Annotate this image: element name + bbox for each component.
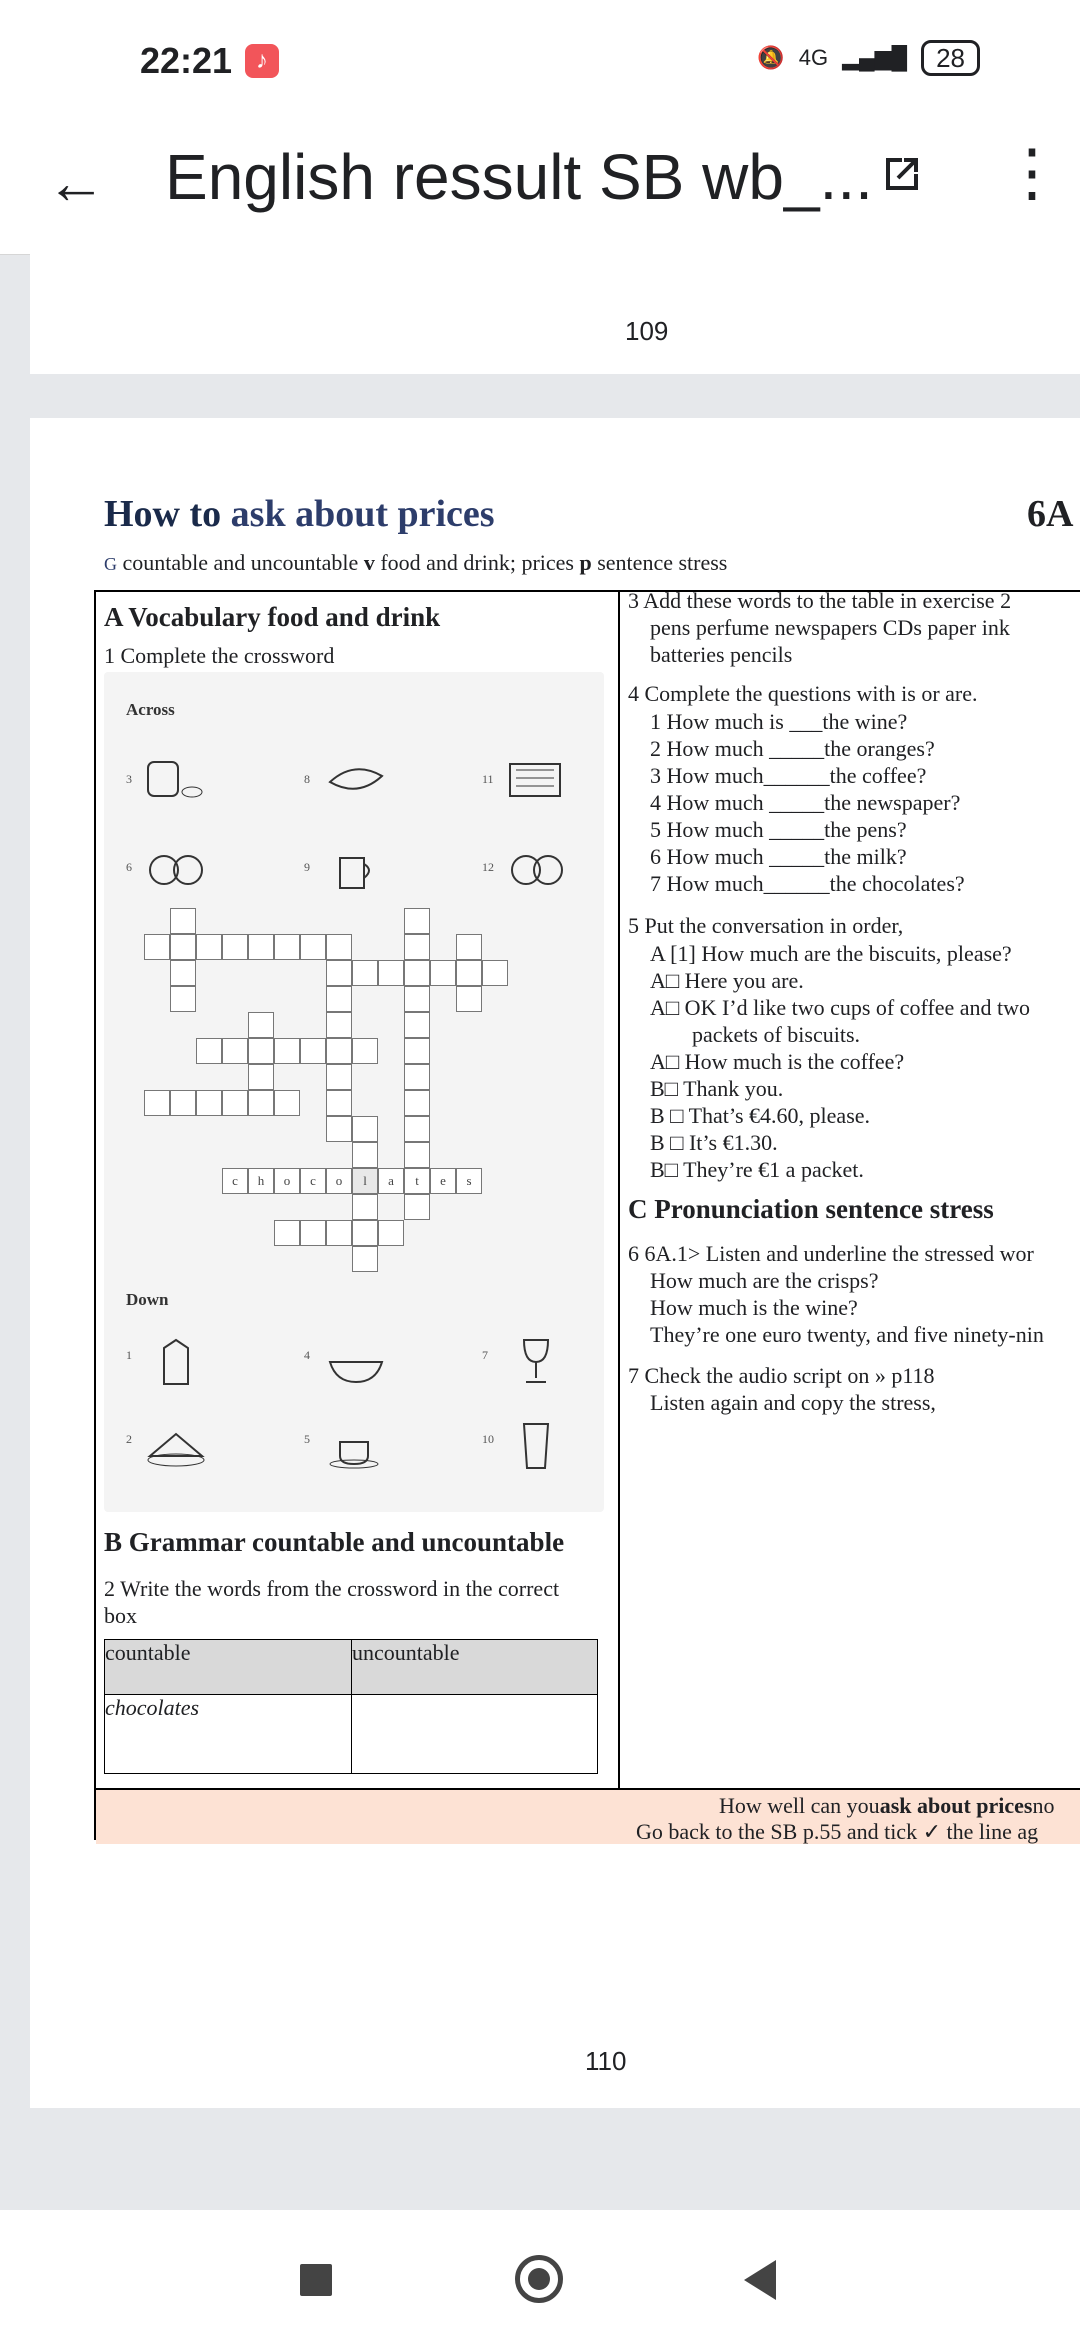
unit-label: 6A: [1027, 493, 1074, 535]
exercise-4-item: 4 How much _____the newspaper?: [650, 790, 961, 815]
footer-line-1: How well can youask about pricesno: [719, 1793, 1055, 1818]
exercise-5-heading: 5 Put the conversation in order,: [628, 913, 904, 938]
milk-carton-icon: [144, 1334, 208, 1388]
exercise-4-item: 1 How much is ___the wine?: [650, 709, 908, 734]
wine-bottle-icon: [144, 752, 208, 806]
countable-header: countable: [105, 1640, 352, 1695]
exercise-4-heading: 4 Complete the questions with is or are.: [628, 681, 978, 706]
exercise-7-line: Listen again and copy the stress,: [650, 1390, 936, 1415]
exercise-6-line: How much is the wine?: [650, 1295, 858, 1320]
conversation-line: B □ That’s €4.60, please.: [650, 1103, 871, 1128]
conversation-line: B □ It’s €1.30.: [650, 1130, 778, 1155]
sandwich-icon: [144, 1418, 208, 1472]
section-c-heading: C Pronunciation sentence stress: [628, 1194, 994, 1224]
section-a-heading: A Vocabulary food and drink: [104, 602, 441, 632]
exercise-6-line: 6 6A.1> Listen and underline the stressed wor: [628, 1241, 1034, 1266]
right-column: [620, 588, 1080, 1788]
exercise-3-line-2: pens perfume newspapers CDs paper ink: [650, 615, 1010, 640]
exercise-4-item: 5 How much _____the pens?: [650, 817, 907, 842]
countable-uncountable-table: [104, 1639, 598, 1774]
exercise-2-instruction-cont: box: [104, 1603, 137, 1628]
oranges-icon: [144, 840, 208, 894]
recent-apps-icon[interactable]: [300, 2264, 332, 2296]
conversation-line: A□ How much is the coffee?: [650, 1049, 905, 1074]
uncountable-cell[interactable]: [352, 1695, 598, 1774]
document-title: English ressult SB wb_...: [165, 141, 873, 213]
status-bar: [0, 0, 1080, 120]
tea-cup-icon: [324, 1418, 388, 1472]
page-number: 109: [625, 316, 669, 346]
conversation-line: B□ Thank you.: [650, 1076, 784, 1101]
exercise-2-instruction: 2 Write the words from the crossword in the correct: [104, 1576, 560, 1601]
coffee-mug-icon: [324, 840, 388, 894]
conversation-line: B□ They’re €1 a packet.: [650, 1157, 864, 1182]
crossword-puzzle: Across 3 8 11 6 9 12 c h o c o l a t e s Down 1 4 7 2 5 10: [104, 672, 604, 1512]
open-external-icon[interactable]: [878, 150, 926, 198]
exercise-4-item: 2 How much _____the oranges?: [650, 736, 935, 761]
app-bar: [0, 120, 1080, 255]
water-glass-icon: [504, 1418, 568, 1472]
conversation-line: packets of biscuits.: [692, 1022, 861, 1047]
uncountable-header: uncountable: [352, 1640, 598, 1695]
exercise-3-line-1: 3 Add these words to the table in exercise 2: [628, 588, 1012, 613]
conversation-line: A [1] How much are the biscuits, please?: [650, 941, 1012, 966]
soup-bowl-icon: [324, 1334, 388, 1388]
exercise-4-item: 7 How much______the chocolates?: [650, 871, 965, 896]
across-label: Across: [126, 700, 175, 719]
exercise-1-instruction: 1 Complete the crossword: [104, 643, 335, 668]
exercise-6-line: They’re one euro twenty, and five ninety-nin: [650, 1322, 1044, 1347]
wine-glass-icon: [504, 1334, 568, 1388]
countable-cell[interactable]: chocolates: [105, 1695, 352, 1774]
pdf-page-109: [30, 254, 1080, 374]
section-b-heading: B Grammar countable and uncountable: [104, 1527, 565, 1557]
apples-icon: [504, 840, 568, 894]
battery-indicator: 28: [921, 40, 980, 76]
status-icons: [757, 40, 980, 76]
self-assessment-footer: [96, 1788, 1080, 1844]
worksheet-frame: [94, 588, 1080, 1844]
more-options-icon[interactable]: ⋮: [1000, 136, 1064, 208]
conversation-line: A□ Here you are.: [650, 968, 804, 993]
back-arrow-icon[interactable]: ←: [46, 149, 106, 216]
conversation-line: A□ OK I’d like two cups of coffee and two: [650, 995, 1031, 1020]
down-label: Down: [126, 1290, 169, 1309]
mute-icon: 🔕: [757, 45, 785, 70]
worksheet-subtitle: G countable and uncountable v food and drink; prices p sentence stress: [104, 550, 728, 575]
crisps-icon: [324, 752, 388, 806]
exercise-3-line-3: batteries pencils: [650, 642, 793, 667]
home-icon[interactable]: [515, 2255, 563, 2303]
clock: 22:21: [140, 40, 233, 81]
left-column: [96, 592, 620, 1788]
signal-icon: ▂▄▆█: [842, 45, 908, 70]
network-type: 4G: [798, 45, 829, 70]
page-number: 110: [585, 2046, 627, 2076]
back-icon[interactable]: [744, 2260, 776, 2300]
exercise-7-line: 7 Check the audio script on » p118: [628, 1363, 935, 1388]
footer-line-2: Go back to the SB p.55 and tick ✓ the line ag: [636, 1819, 1039, 1844]
chocolates-box-icon: [504, 752, 568, 806]
exercise-4-item: 6 How much _____the milk?: [650, 844, 907, 869]
worksheet-title: How to ask about prices: [104, 493, 495, 535]
tiktok-notification-icon: ♪: [245, 44, 279, 78]
system-nav-bar: [0, 2210, 1080, 2340]
exercise-6-line: How much are the crisps?: [650, 1268, 879, 1293]
exercise-4-item: 3 How much______the coffee?: [650, 763, 927, 788]
